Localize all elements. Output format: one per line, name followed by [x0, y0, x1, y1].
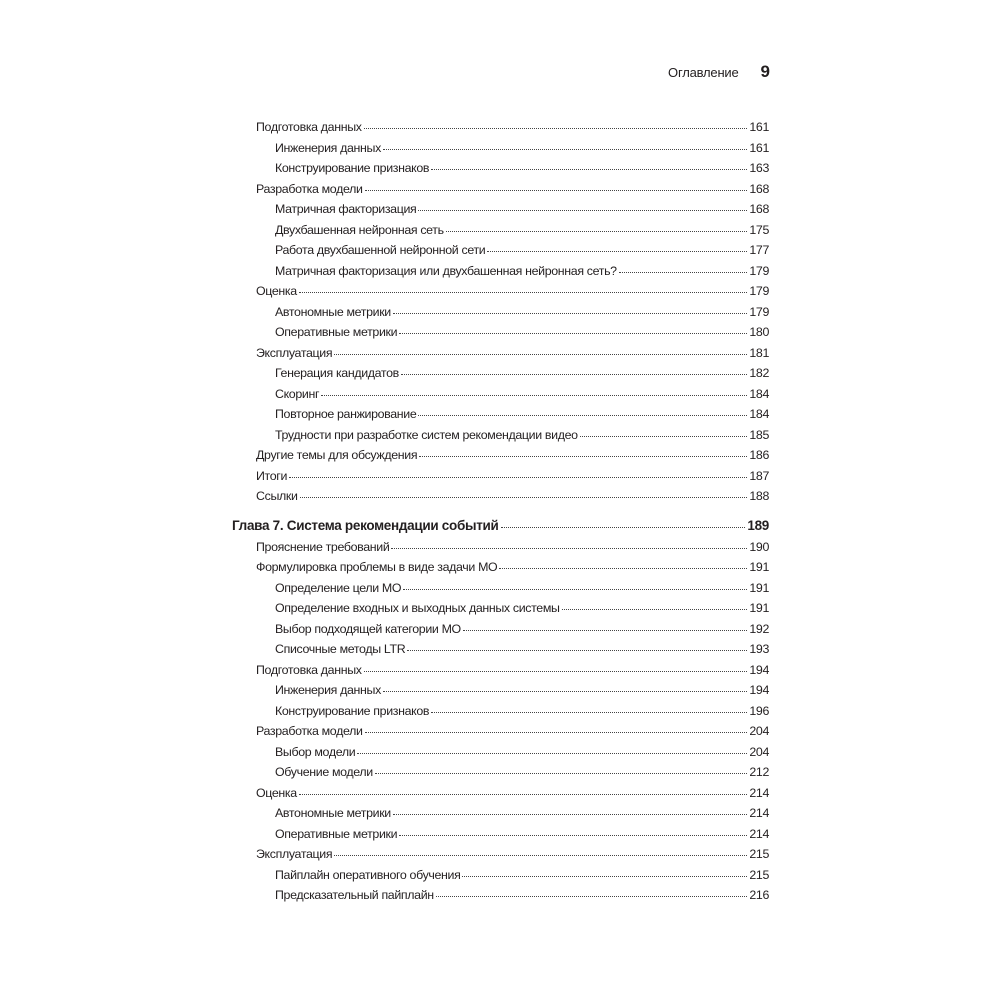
toc-entry[interactable]	[232, 343, 769, 364]
dot-leader	[383, 690, 747, 692]
dot-leader	[399, 332, 747, 334]
toc-entry-page: 161	[749, 140, 769, 155]
toc-entry-title: Оценка	[256, 785, 297, 800]
dot-leader	[401, 373, 747, 375]
dot-leader	[357, 752, 747, 754]
toc-part-2	[232, 537, 769, 906]
toc-entry-title: Пайплайн оперативного обучения	[275, 867, 461, 882]
toc-entry-page: 212	[749, 765, 769, 779]
toc-chapter-heading[interactable]	[232, 515, 769, 537]
toc-entry-page: 177	[749, 243, 769, 257]
toc-entry-page: 175	[749, 222, 769, 237]
toc-entry[interactable]	[232, 179, 769, 200]
toc-entry[interactable]	[232, 220, 769, 241]
toc-entry-page: 204	[749, 724, 769, 738]
chapter-page: 189	[747, 517, 769, 533]
toc-entry-page: 196	[749, 703, 769, 718]
toc-part-1	[232, 117, 769, 507]
toc-entry-title: Работа двухбашенной нейронной сети	[275, 243, 486, 257]
toc-entry-title: Матричная факторизация	[275, 202, 417, 216]
toc-entry-page: 180	[749, 325, 769, 339]
dot-leader	[487, 250, 747, 252]
dot-leader	[299, 793, 748, 795]
toc-entry-title: Разработка модели	[256, 724, 363, 738]
toc-entry[interactable]	[232, 557, 769, 578]
toc-entry-title: Автономные метрики	[275, 304, 391, 319]
toc-entry-title: Формулировка проблемы в виде задачи МО	[256, 560, 498, 574]
toc-entry[interactable]	[232, 384, 769, 405]
toc-entry[interactable]	[232, 486, 769, 507]
toc-entry-page: 185	[749, 427, 769, 442]
toc-entry[interactable]	[232, 404, 769, 425]
dot-leader	[383, 148, 747, 150]
toc-entry-page: 194	[749, 683, 769, 697]
toc-entry-page: 179	[749, 284, 769, 298]
toc-entry[interactable]	[232, 680, 769, 701]
toc-entry[interactable]	[232, 199, 769, 220]
toc-entry[interactable]	[232, 578, 769, 599]
dot-leader	[375, 772, 748, 774]
dot-leader	[403, 588, 747, 590]
toc-entry-page: 215	[749, 867, 769, 882]
dot-leader	[418, 209, 747, 211]
toc-entry-page: 214	[749, 785, 769, 800]
toc-entry-title: Итоги	[256, 468, 288, 483]
toc-entry-title: Оперативные метрики	[275, 325, 398, 339]
toc-entry-title: Двухбашенная нейронная сеть	[275, 222, 444, 237]
dot-leader	[463, 629, 748, 631]
toc-entry[interactable]	[232, 742, 769, 763]
toc-entry-page: 188	[749, 489, 769, 503]
toc-entry-page: 191	[749, 601, 769, 615]
dot-leader	[289, 476, 747, 478]
toc-entry-page: 179	[749, 263, 769, 278]
toc-entry-title: Автономные метрики	[275, 806, 391, 820]
toc-entry[interactable]	[232, 240, 769, 261]
toc-entry-title: Обучение модели	[275, 765, 373, 779]
toc-entry[interactable]	[232, 138, 769, 159]
toc-entry-title: Другие темы для обсуждения	[256, 448, 418, 462]
toc-entry[interactable]	[232, 537, 769, 558]
toc-entry[interactable]	[232, 701, 769, 722]
toc-entry[interactable]	[232, 639, 769, 660]
dot-leader	[365, 731, 748, 733]
toc-entry-title: Повторное ранжирование	[275, 407, 417, 421]
dot-leader	[407, 649, 747, 651]
toc-entry-title: Скоринг	[275, 386, 320, 401]
dot-leader	[334, 353, 747, 355]
dot-leader	[431, 711, 747, 713]
dot-leader	[364, 127, 748, 129]
toc-entry-title: Конструирование признаков	[275, 703, 430, 718]
toc-entry-page: 184	[749, 407, 769, 421]
toc-entry[interactable]	[232, 322, 769, 343]
toc-entry[interactable]	[232, 660, 769, 681]
toc-entry-page: 182	[749, 366, 769, 380]
toc-entry[interactable]	[232, 783, 769, 804]
toc-entry-page: 186	[749, 448, 769, 462]
toc-entry-page: 204	[749, 744, 769, 759]
toc-entry-title: Эксплуатация	[256, 847, 333, 861]
toc-entry[interactable]	[232, 445, 769, 466]
toc-entry-title: Инженерия данных	[275, 140, 381, 155]
toc-entry-page: 181	[749, 345, 769, 360]
toc-entry[interactable]	[232, 425, 769, 446]
toc-entry[interactable]	[232, 117, 769, 138]
toc-entry-title: Трудности при разработке систем рекомендации видео	[275, 427, 578, 442]
dot-leader	[562, 608, 748, 610]
toc-entry-title: Инженерия данных	[275, 683, 381, 697]
toc-entry-title: Выбор подходящей категории МО	[275, 621, 461, 636]
toc-entry[interactable]	[232, 721, 769, 742]
toc-entry-page: 161	[749, 120, 769, 134]
toc-entry-title: Списочные методы LTR	[275, 642, 406, 656]
toc-entry-page: 214	[749, 806, 769, 820]
toc-entry-page: 192	[749, 621, 769, 636]
toc-entry-title: Определение цели МО	[275, 580, 402, 595]
toc-entry-title: Подготовка данных	[256, 662, 362, 677]
toc-entry-title: Матричная факторизация или двухбашенная нейронная сеть?	[275, 263, 617, 278]
toc-entry-page: 184	[749, 386, 769, 401]
toc-entry-title: Определение входных и выходных данных системы	[275, 601, 560, 615]
toc-entry-page: 215	[749, 847, 769, 861]
toc-entry-page: 168	[749, 181, 769, 196]
table-of-contents	[232, 117, 769, 906]
dot-leader	[436, 895, 748, 897]
toc-entry[interactable]	[232, 261, 769, 282]
dot-leader	[580, 435, 748, 437]
toc-entry[interactable]	[232, 865, 769, 886]
toc-entry-title: Разработка модели	[256, 181, 363, 196]
toc-entry-title: Выбор модели	[275, 744, 356, 759]
dot-leader	[299, 291, 748, 293]
toc-entry-title: Эксплуатация	[256, 345, 333, 360]
toc-entry-title: Генерация кандидатов	[275, 366, 399, 380]
dot-leader	[391, 547, 747, 549]
toc-entry-title: Оценка	[256, 284, 297, 298]
dot-leader	[431, 168, 747, 170]
toc-entry-page: 214	[749, 826, 769, 841]
toc-entry-page: 179	[749, 304, 769, 319]
toc-entry-page: 187	[749, 468, 769, 483]
running-head	[600, 62, 770, 86]
dot-leader	[462, 875, 747, 877]
toc-entry-page: 163	[749, 161, 769, 175]
toc-entry-page: 191	[749, 580, 769, 595]
toc-entry-page: 193	[749, 642, 769, 656]
toc-entry[interactable]	[232, 803, 769, 824]
dot-leader	[300, 496, 748, 498]
toc-entry[interactable]	[232, 762, 769, 783]
toc-entry-page: 191	[749, 560, 769, 574]
dot-leader	[418, 414, 747, 416]
toc-entry[interactable]	[232, 281, 769, 302]
toc-entry[interactable]	[232, 824, 769, 845]
toc-entry-title: Предсказательный пайплайн	[275, 888, 434, 902]
toc-entry[interactable]	[232, 844, 769, 865]
toc-entry[interactable]	[232, 885, 769, 906]
dot-leader	[334, 854, 747, 856]
toc-entry-title: Ссылки	[256, 489, 298, 503]
toc-entry-page: 190	[749, 539, 769, 554]
dot-leader	[499, 567, 747, 569]
dot-leader	[364, 670, 748, 672]
toc-entry[interactable]	[232, 619, 769, 640]
toc-entry-title: Оперативные метрики	[275, 826, 398, 841]
toc-entry[interactable]	[232, 158, 769, 179]
dot-leader	[419, 455, 747, 457]
dot-leader	[365, 189, 748, 191]
toc-entry[interactable]	[232, 363, 769, 384]
dot-leader	[501, 526, 746, 528]
dot-leader	[446, 230, 748, 232]
toc-entry-page: 194	[749, 662, 769, 677]
section-title: Оглавление	[668, 65, 739, 80]
page-number: 9	[760, 62, 770, 81]
toc-entry-title: Конструирование признаков	[275, 161, 430, 175]
toc-entry[interactable]	[232, 302, 769, 323]
toc-entry-page: 216	[749, 888, 769, 902]
dot-leader	[321, 394, 747, 396]
dot-leader	[393, 813, 748, 815]
toc-entry[interactable]	[232, 598, 769, 619]
dot-leader	[619, 271, 748, 273]
toc-entry[interactable]	[232, 466, 769, 487]
chapter-title: Глава 7. Система рекомендации событий	[232, 517, 499, 533]
toc-entry-title: Прояснение требований	[256, 539, 390, 554]
dot-leader	[393, 312, 748, 314]
toc-entry-page: 168	[749, 202, 769, 216]
toc-entry-title: Подготовка данных	[256, 120, 362, 134]
dot-leader	[399, 834, 747, 836]
